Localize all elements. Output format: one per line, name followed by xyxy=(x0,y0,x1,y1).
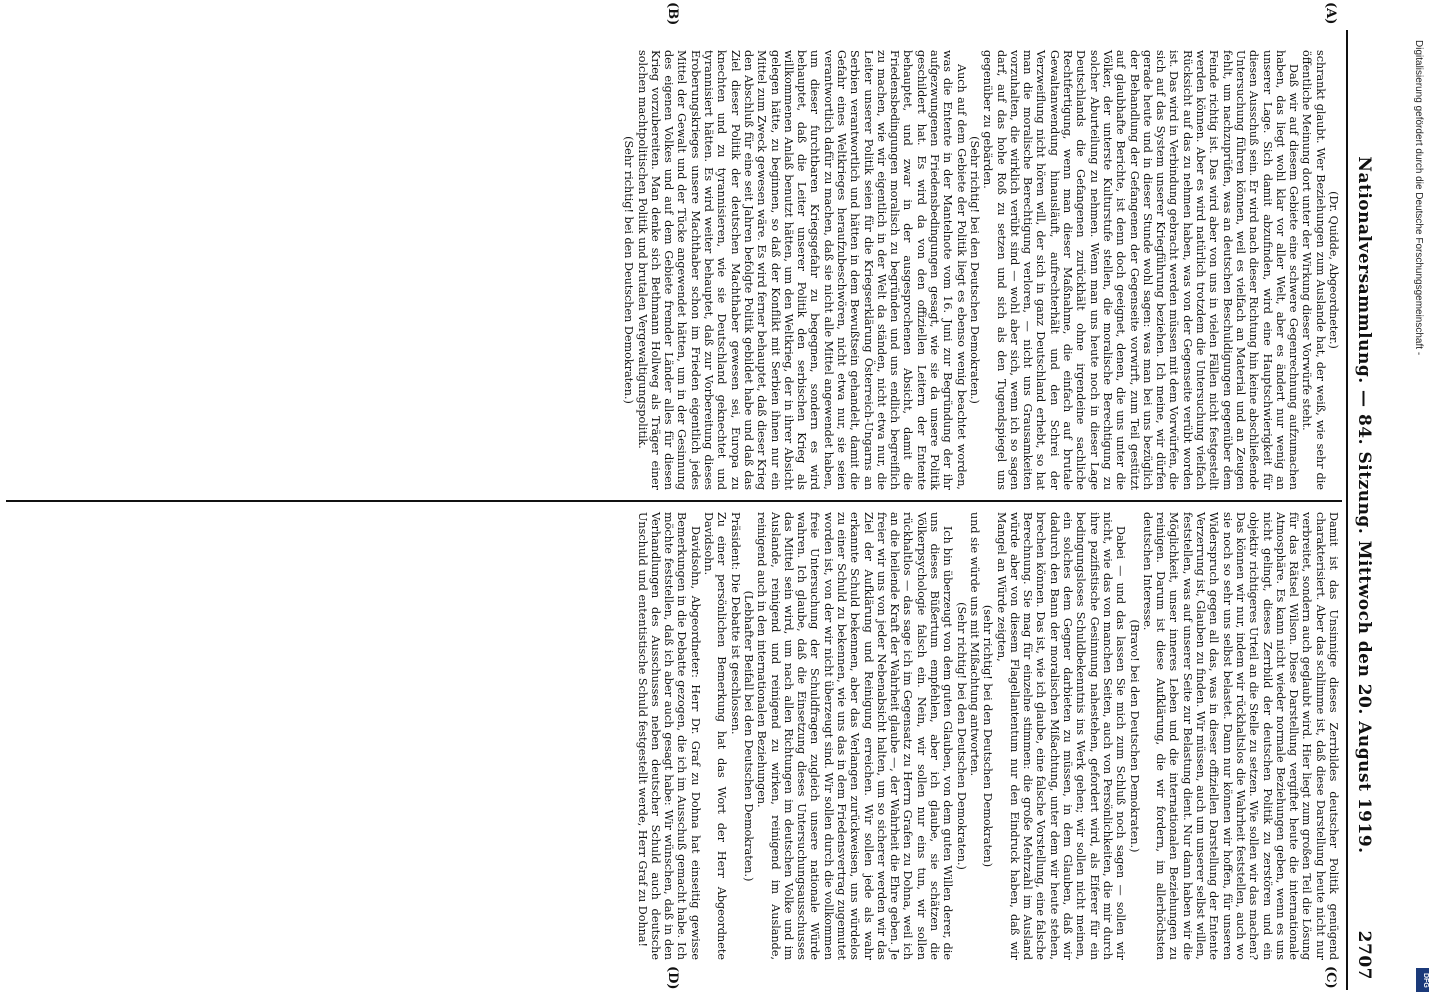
paragraph: Davidsohn, Abgeordneter: Herr Dr. Graf zu Dohna hat einseitig gewisse Bemerkungen in die Debatte gezogen, die ich im Ausschuß gemacht habe. Ich möchte feststellen, daß ich aber auch gesagt habe: Wir wünschen, daß in den Verhandlungen des Ausschusses neben deutscher Schuld auch deutsche Unschuld und ententistische Schuld festgestellt werde, Herr Graf zu Dohna! xyxy=(635,512,702,960)
paragraph: (Lebhafter Beifall bei den Deutschen Demokraten.) xyxy=(741,590,755,882)
margin-marker-d: (D) xyxy=(665,966,680,990)
right-text-column xyxy=(635,512,1340,960)
paragraph: schrankt glaubt. Wer Beziehungen zum Auslande hat, der weiß, wie sehr die öffentliche Meinung dort unter der Wirkung dieser Vorwürfe steht. xyxy=(1300,50,1327,490)
paragraph: Präsident: Die Debatte ist geschlossen. xyxy=(728,512,742,735)
margin-marker-a: (A) xyxy=(1323,2,1338,25)
margin-marker-c: (C) xyxy=(1323,966,1338,989)
left-text-column xyxy=(622,50,1340,490)
paragraph: (Bravo! bei den Deutschen Demokraten.) xyxy=(1127,619,1141,853)
paragraph: und sie würde uns mit Mißachtung antworten. xyxy=(967,512,981,777)
paragraph: (Sehr richtig! bei den Deutschen Demokraten.) xyxy=(967,136,981,404)
dfg-logo: DFG xyxy=(1416,968,1429,992)
digitization-note xyxy=(1412,40,1428,990)
paragraph: Auch auf dem Gebiete der Politik liegt es ebenso wenig beachtet worden, was die Entente in der Mantelnote vom 16. Juni zur Begründung der ihr aufgezwungenen Friedensbedingungen gesagt, wie sie da unsere Politik geschildert hat. Es wird da von den offiziellen Leitern der Entente behauptet, und zwar in der ausgesprochenen Absicht, damit die Friedensbedingungen moralisch zu begründen und uns endlich begreiflich zu machen, wie wir eigentlich in der Welt da ständen, nicht etwa nur, die Leiter unserer Politik seien für die Kriegserklärung Österreich-Ungarns an Serbien verantwortlich und hätten in dem Bewußtsein gehandelt, damit die Gefahr eines Weltkrieges heraufzubeschwören, nicht etwa nur, sie seien verantwortlich dafür zu machen, daß sie nicht alle Mittel angewendet haben, um dieser furchtbaren Kriegsgefahr zu begegnen, sondern es wird behauptet, daß die Leiter unserer Politik den serbischen Krieg als willkommenen Anlaß benutzt hätten, um den Weltkrieg, der in ihrer Absicht gelegen hätte, zu beginnen, so daß der Konflikt mit Serbien ihnen nur ein Mittel zum Zweck gewesen wäre. Es wird ferner behauptet, daß dieser Krieg den Abschluß für eine seit Jahren befolgte Politik gebildet habe und daß das Ziel dieser Politik der deutschen Machthaber gewesen sei, Europa zu knechten und zu tyrannisieren, wie sie Deutschland geknechtet und tyrannisiert hätten. Es wird weiter behauptet, daß zur Vorbereitung dieses Eroberungskrieges unsere Machthaber schon im Frieden eigentlich jedes Mittel der Gewalt und der Tücke angewendet hätten, um in der Gesinnung des eigenen Volkes und auf dem Gebiete fremder Länder alles für diesen Krieg vorzubereiten. Man denke sich Bethmann Hollweg als Träger einer solchen machtpolitischen Politik und brutalen Vergewaltigungspolitik. xyxy=(635,50,968,490)
paragraph: Damit ist das Unsinnige dieses Zerrbildes deutscher Politik genügend charakterisiert. Aber das schlimme ist, daß diese Darstellung heute nicht nur verbreitet, sondern auch geglaubt wird. Hier liegt zum großen Teil die Lösung für das Rätsel Wilson. Diese Darstellung vergiftet heute die internationale Atmosphäre. Es kann nicht wieder normale Beziehungen geben, wenn es uns nicht gelingt, dieses Zerrbild der deutschen Politik zu zerstören und ein objektiv richtigeres Urteil an die Stelle zu setzen. Wie sollen wir das machen? Das können wir nur, indem wir rückhaltslos die Wahrheit feststellen, auch wo sie noch so sehr uns selbst belastet. Dann nur können wir hoffen, für unseren Widerspruch gegen all das, was in dieser offiziellen Darstellung der Entente Verzerrung ist, Glauben zu finden. Wir müssen, auch um unserer selbst willen, feststellen, was auf unserer Seite zur Belastung dient. Nur dann haben wir die Möglichkeit, unser inneres Leben und die internationalen Beziehungen zu reinigen. Darum ist diese Aufklärung, die wir fordern, im allerhöchsten deutschen Interesse. xyxy=(1140,512,1340,960)
page-header xyxy=(1348,30,1374,980)
page-number: 2707 xyxy=(1354,930,1374,980)
paragraph: (sehr richtig! bei den Deutschen Demokraten) xyxy=(981,604,995,868)
paragraph: Zu einer persönlichen Bemerkung hat das Wort der Herr Abgeordnete Davidsohn. xyxy=(702,512,729,960)
paragraph: Dabei — und das lassen Sie mich zum Schluß noch sagen — sollen wir nicht, wie das von manchen Seiten, auch von Persönlichkeiten, die mir durch ihre pazifistische Gesinnung nahestehen, gefordert wird, als Eiferer für ein bedingungsloses Schuldbekenntnis ins Werk gehen; wir sollen nicht meinen, ein solches dem Gegner darbieten zu müssen, in dem Glauben, daß wir dadurch den Bann der moralischen Mißachtung, unter dem wir heute stehen, brechen können. Das ist, wie ich glaube, eine falsche Vorstellung, eine falsche Berechnung. Sie mag für einzelne stimmen: die große Mehrzahl im Ausland würde aber von diesem Flagellantentum nur den Eindruck haben, daß wir Mangel an Würde zeigten, xyxy=(994,512,1128,960)
paragraph: (Sehr richtig! bei den Deutschen Demokraten.) xyxy=(954,602,968,870)
column-divider xyxy=(6,500,1342,502)
page-header-title: Nationalversammlung. — 84. Sitzung. Mittwoch den 20. August 1919. xyxy=(1354,156,1374,854)
header-rule xyxy=(1346,30,1348,990)
paragraph: (Sehr richtig! bei den Deutschen Demokraten.) xyxy=(622,136,636,404)
digitization-note-text: Digitalisierung gefördert durch die Deutsche Forschungsgemeinschaft - xyxy=(1413,40,1424,356)
margin-marker-b: (B) xyxy=(665,2,680,26)
paragraph: Ich bin überzeugt von dem guten Glauben, von dem guten Willen derer, die uns dieses Büßertum empfehlen, aber ich glaube, sie schätzen die Völkerpsychologie falsch ein. Nein, wir sollen nur eins tun, wir sollen rückhaltlos — das sage ich im Gegensatz zu Herrn Grafen zu Dohna, weil ich an die heilende Kraft der Wahrheit glaube —, der Wahrheit die Ehre geben. Je freier wir uns von jeder Nebenabsicht halten, um so sicherer werden wir das Ziel der Aufklärung und Reinigung erreichen. Wir sollen jede als wahr erkannte Schuld bekennen, aber das Verlangen zurückweisen, uns würdelos zu einer Schuld zu bekennen, wie uns das in dem Friedensvertrag zugemutet worden ist, von der wir nicht überzeugt sind. Wir sollen durch die vollkommen freie Untersuchung der Schuldfragen zugleich unsere nationale Würde wahren. Ich glaube, daß die Einsetzung dieses Untersuchungsausschusses das Mittel sein wird, um nach allen Richtungen im deutschen Volke und im Auslande, reinigend und reinigend zu wirken, reinigend im Auslande, reinigend auch in den internationalen Beziehungen. xyxy=(755,512,955,960)
paragraph: Daß wir auf diesem Gebiete eine schwere Gegenrechnung aufzumachen haben, das liegt wohl klar vor aller Welt, aber es ändert nur wenig an unserer Lage. Sich damit abzufinden, wird eine Hauptschwierigkeit für diesen Ausschuß sein. Er wird nach dieser Richtung hin keine abschließende Untersuchung führen können, weil es vielfach an Material und an Zeugen fehlt, um nachzuprüfen, was an deutschen Beschuldigungen gegenüber dem Feinde richtig ist. Das wird aber von uns in vielen Fällen nicht festgestellt werden können. Aber es wird natürlich trotzdem die Untersuchung vielfach Rücksicht auf das zu nehmen haben, was von der Gegenseite verübt worden ist. Das wird in Verbindung gebracht werden müssen mit dem Vorwürfen, die sich auf das System unserer Kriegführung beziehen. Ich meine, wir dürfen gerade heute und in dieser Stunde wohl sagen: was man bei uns bezüglich der Behandlung der Gefangenen der Gegenseite vorwirft, zum Teil gestützt auf glaubhafte Berichte, ist denn doch geeignet, denen, die uns unter die Völker, der unterste Kulturstufe stellen, die moralische Berechtigung zu solcher Aburteilung zu nehmen. Wenn man uns heute noch in dieser Lage Deutschlands die Gefangenen zurückhält ohne irgendeine sachliche Rechtfertigung, wenn man dieser Maßnahme, die einfach auf brutale Gewaltanwendung hinausläuft, aufrechterhält und den Schrei der Verzweiflung nicht hören will, der sich in ganz Deutschland erhebt, so hat man die moralische Berechtigung verloren, — nicht uns Grausamkeiten vorzuhalten, die wirklich verübt sind — wohl aber sich, wenn ich so sagen darf, auf das hohe Roß zu setzen und sich als den Tugendspiegel uns gegenüber zu gebärden. xyxy=(981,50,1301,490)
paragraph: (Dr. Quidde, Abgeordneter.) xyxy=(1327,191,1340,349)
